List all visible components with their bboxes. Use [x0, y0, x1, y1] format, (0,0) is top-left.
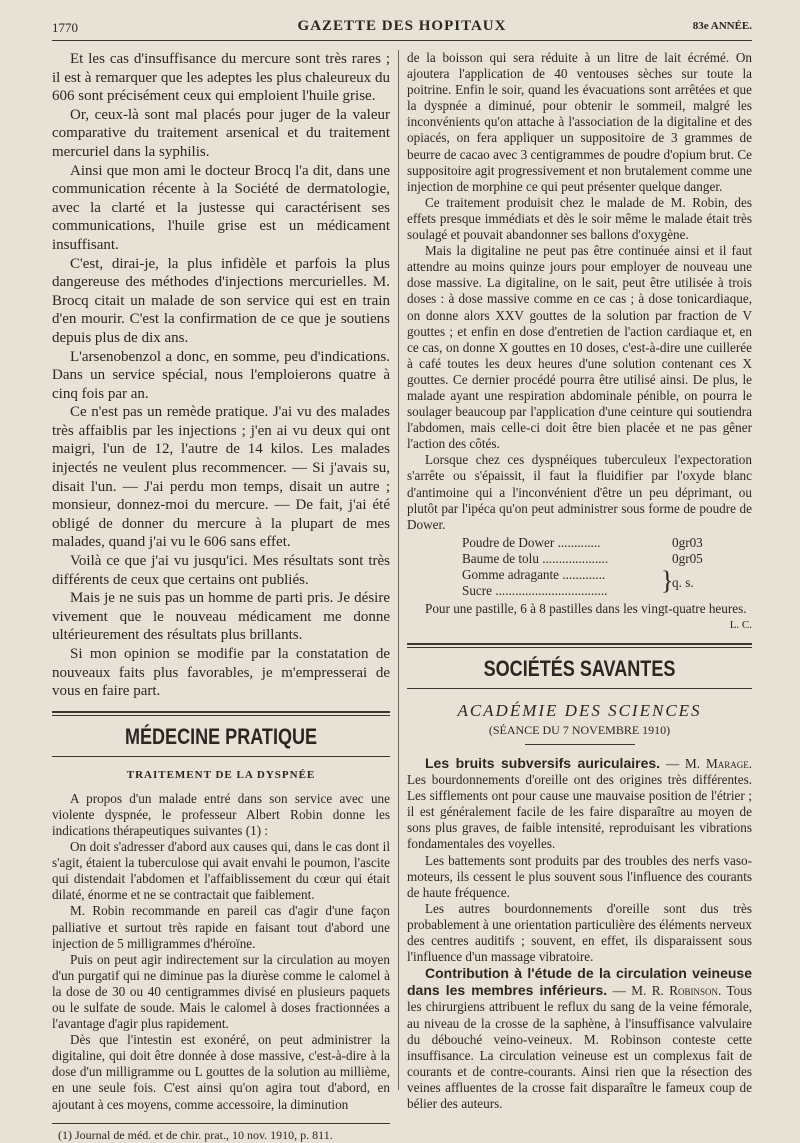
paragraph: Mais je ne suis pas un homme de parti pris. Je désire vivement que le nouveau médicament me donne ultérieurement des résultats plus brillants. [52, 590, 390, 644]
formula-brace: } [661, 565, 674, 595]
paragraph: Ce n'est pas un remède pratique. J'ai vu des malades très affaiblis par les injections ; j'en ai vu deux qui ont maigri, l'un de 12, l'autre de 14 kilos. Les malades injectés ne veulent plus recommencer. — Si j'avais su, disait l'un. — J'ai perdu mon temps, disait un autre ; monsieur, donnez-moi du mercure. — De fait, j'ai été obligé de donner du mercure à la plupart de mes malades, quand j'ai vu le 606 sans effet. [52, 404, 390, 551]
prescription-formula [407, 535, 752, 599]
paragraph: Les battements sont produits par des troubles des nerfs vaso-moteurs, ils cessent le plus souvent sous l'influence des courants de haute fréquence. [407, 852, 752, 900]
paragraph: Mais la digitaline ne peut pas être continuée ainsi et il faut attendre au moins quinze jours pour employer de nouveau une dose massive. La digitaline, on le sait, peut être utilisée à trois doses : à dose massive comme en ce cas ; à dose tonicardiaque, on donne alors XXV gouttes de la solution par fraction de V gouttes ; et enfin en dose d'entretien de l'action cardiaque et, en ce cas, on donne X gouttes en 10 doses, c'est-à-dire une cuillerée à café toutes les deux heures d'une solution contenant ces X gouttes. Ce dernier procédé pourra être utilisé ainsi. De plus, le malade ayant une respiration abdominale pénible, on pourra le soulager beaucoup par l'application d'une ceinture qui soutiendra l'abdomen, mais celle-ci doit être bien placée et ne pas gêner l'action des côtés. [407, 243, 752, 452]
paragraph: A propos d'un malade entré dans son service avec une violente dyspnée, le professeur Albert Robin donne les indications thérapeutiques suivantes (1) : [52, 790, 390, 838]
formula-quantity: 0gr03 [672, 534, 703, 550]
paragraph: On doit s'adresser d'abord aux causes qui, dans le cas dont il s'agit, étaient la tuberculose qui avait envahi le poumon, l'ascite qui distendait l'abdomen et l'affaiblissement du cœur qui était dilaté, énorme et ne se contractait que faiblement. [52, 839, 390, 903]
article-subheading: TRAITEMENT DE LA DYSPNÉE [126, 768, 316, 781]
running-head [52, 14, 752, 36]
journal-title: GAZETTE DES HOPITAUX [297, 18, 507, 34]
section-underline [52, 756, 390, 757]
report-title: Les bruits subversifs auriculaires. [425, 755, 661, 771]
session-date: (SÉANCE DU 7 NOVEMBRE 1910) [488, 723, 671, 737]
formula-quantity-qs: q. s. [672, 574, 694, 590]
report-text: Les bourdonnements d'oreille ont des origines très différentes. Les sifflements ont pour cause une mauvaise position de l'étrier ; il est généralement facile de les faire disparaître au moyen de sons plus graves, de faible intensité, reproduisant les vibrations fondamentales des voyelles. [407, 772, 752, 852]
paragraph: de la boisson qui sera réduite à un litre de lait écrémé. On ajoutera l'application de 40 ventouses sèches sur toute la poitrine. Enfin le soir, quand les évacuations sont arrêtées et que la dyspnée a diminué, pour obtenir le sommeil, malgré les inconvénients qu'on attache à l'association de la digitaline et des opiacés, on fera appliquer un suppositoire de 3 grammes de beurre de cacao avec 3 centigrammes de poudre d'opium brut. Ce suppositoire agit progressivement et non brutalement comme une injection de morphine ce qui peut présenter quelque danger. [407, 50, 752, 194]
paragraph: Les autres bourdonnements d'oreille sont dus très probablement à une orientation particulière des éléments nerveux des centres auditifs ; souvent, en effet, ils disparaissent sous l'influence d'un massage vibratoire. [407, 900, 752, 965]
paragraph: Puis on peut agir indirectement sur la circulation au moyen d'un purgatif qui ne diminue pas la diurèse comme le calomel à la dose de 30 ou 40 centigrammes divisé en plusieurs paquets ou le sulfate de soude. Mais le calomel à doses fractionnées a l'avantage d'agir plus rapidement. [52, 951, 390, 1032]
left-column [52, 50, 390, 1143]
section-title-medecine: MÉDECINE PRATIQUE [124, 723, 318, 749]
paragraph: Si mon opinion se modifie par la constatation de nouveaux faits plus favorables, je m'empresserai de vous en faire part. [52, 646, 390, 700]
report-author: — M. Marage. [665, 756, 752, 771]
newspaper-page [52, 14, 752, 1142]
paragraph: Or, ceux-là sont mal placés pour juger de la valeur comparative du traitement arsenical et du traitement mercuriel dans la syphilis. [52, 106, 390, 160]
header-rule [52, 40, 752, 41]
dyspnee-article [52, 791, 390, 1113]
section-title-societes: SOCIÉTÉS SAVANTES [483, 656, 676, 681]
syphilis-article [52, 50, 390, 701]
section-underline [407, 688, 752, 689]
paragraph: Et les cas d'insuffisance du mercure sont très rares ; il est à remarquer que les adeptes les plus chaleureux du 606 sont précisément ceux qui emploient l'huile grise. [52, 51, 390, 105]
formula-row [407, 583, 752, 599]
report-text: Tous les chirurgiens attribuent le reflux du sang de la veine fémorale, au niveau de la crosse de la saphène, à l'insuffisance valvulaire du débouché veino-veineux. M. Robinson conteste cette insuffisance. La circulation veineuse est un complexus fait de courants et de contre-courants. Ainsi rien que la résection des veines affluentes de la crosse fait disparaître le fameux coup de bélier des auteurs. [407, 983, 752, 1111]
formula-row [407, 535, 752, 551]
formula-quantity: 0gr05 [672, 550, 703, 566]
right-column [407, 50, 752, 1112]
footnote: (1) Journal de méd. et de chir. prat., 10 nov. 1910, p. 811. [58, 1127, 333, 1142]
formula-ingredient: Baume de tolu .................... [462, 550, 609, 566]
paragraph: M. Robin recommande en pareil cas d'agir d'une façon palliative et surtout très rapide en faisant tout d'abord une injection de 5 milligrammes d'héroïne. [52, 903, 390, 951]
year-label: 83e ANNÉE. [692, 20, 752, 32]
dyspnee-article-continued [407, 50, 752, 633]
formula-row [407, 551, 752, 567]
report-paragraph [407, 755, 752, 853]
author-signature: L. C. [729, 618, 752, 631]
footnote-rule [52, 1123, 390, 1124]
formula-ingredient: Gomme adragante ............. [462, 566, 606, 582]
report-paragraph [407, 965, 752, 1112]
paragraph: Pour une pastille, 6 à 8 pastilles dans les vingt-quatre heures. [425, 600, 747, 616]
paragraph: L'arsenobenzol a donc, en somme, peu d'indications. Dans un service spécial, nous l'emploierons quatre à cinq fois par an. [52, 348, 390, 402]
section-rule [52, 711, 390, 716]
page-number: 1770 [52, 20, 78, 35]
paragraph: Lorsque chez ces dyspnéiques tuberculeux l'expectoration s'arrête ou s'épaissit, il faut la fluidifier par l'oxyde blanc d'antimoine qui a l'inconvénient d'être un peu déprimant, ou plutôt par l'ipéca qu'on peut administrer sous forme de poudre de Dower. [407, 452, 752, 532]
academy-rule [525, 744, 635, 745]
report-author: — M. R. Robinson. [612, 983, 722, 999]
paragraph: Dès que l'intestin est exonéré, on peut administrer la digitaline, qui doit être donnée à dose massive, c'est-à-dire à la dose d'un milligramme ou L gouttes de la solution au millième, en une seule fois. C'est ainsi qu'on agira tout d'abord, en ajoutant à ces moyens, comme accessoire, la diminution [52, 1032, 390, 1112]
column-divider [398, 50, 399, 1090]
paragraph: Ce traitement produisit chez le malade de M. Robin, des effets presque immédiats et dès le soir même le malade était très soulagé et pouvait abandonner ses ballons d'oxygène. [407, 194, 752, 243]
paragraph: C'est, dirai-je, la plus infidèle et parfois la plus dangereuse des méthodes d'injections mercurielles. M. Brocq citait un malade de son service qui est en train d'en mourir. C'est la confirmation de ce que je soutiens depuis plus de dix ans. [52, 255, 390, 346]
report-title: Contribution à l'étude de la circulation veineuse dans les membres inférieurs. [407, 965, 752, 999]
paragraph: Ainsi que mon ami le docteur Brocq l'a dit, dans une communication récente à la Société de dermatologie, avec la clarté et la justesse qui caractérisent ses communications, l'huile grise est un médicament insuffisant. [52, 162, 390, 253]
academy-reports [407, 755, 752, 1112]
section-rule [407, 643, 752, 648]
formula-ingredient: Sucre .................................. [462, 582, 608, 598]
academy-heading: ACADÉMIE DES SCIENCES [457, 701, 702, 720]
paragraph: Voilà ce que j'ai vu jusqu'ici. Mes résultats sont très différents de ceux que certains ont publiés. [52, 553, 390, 588]
formula-ingredient: Poudre de Dower ............. [462, 534, 601, 550]
